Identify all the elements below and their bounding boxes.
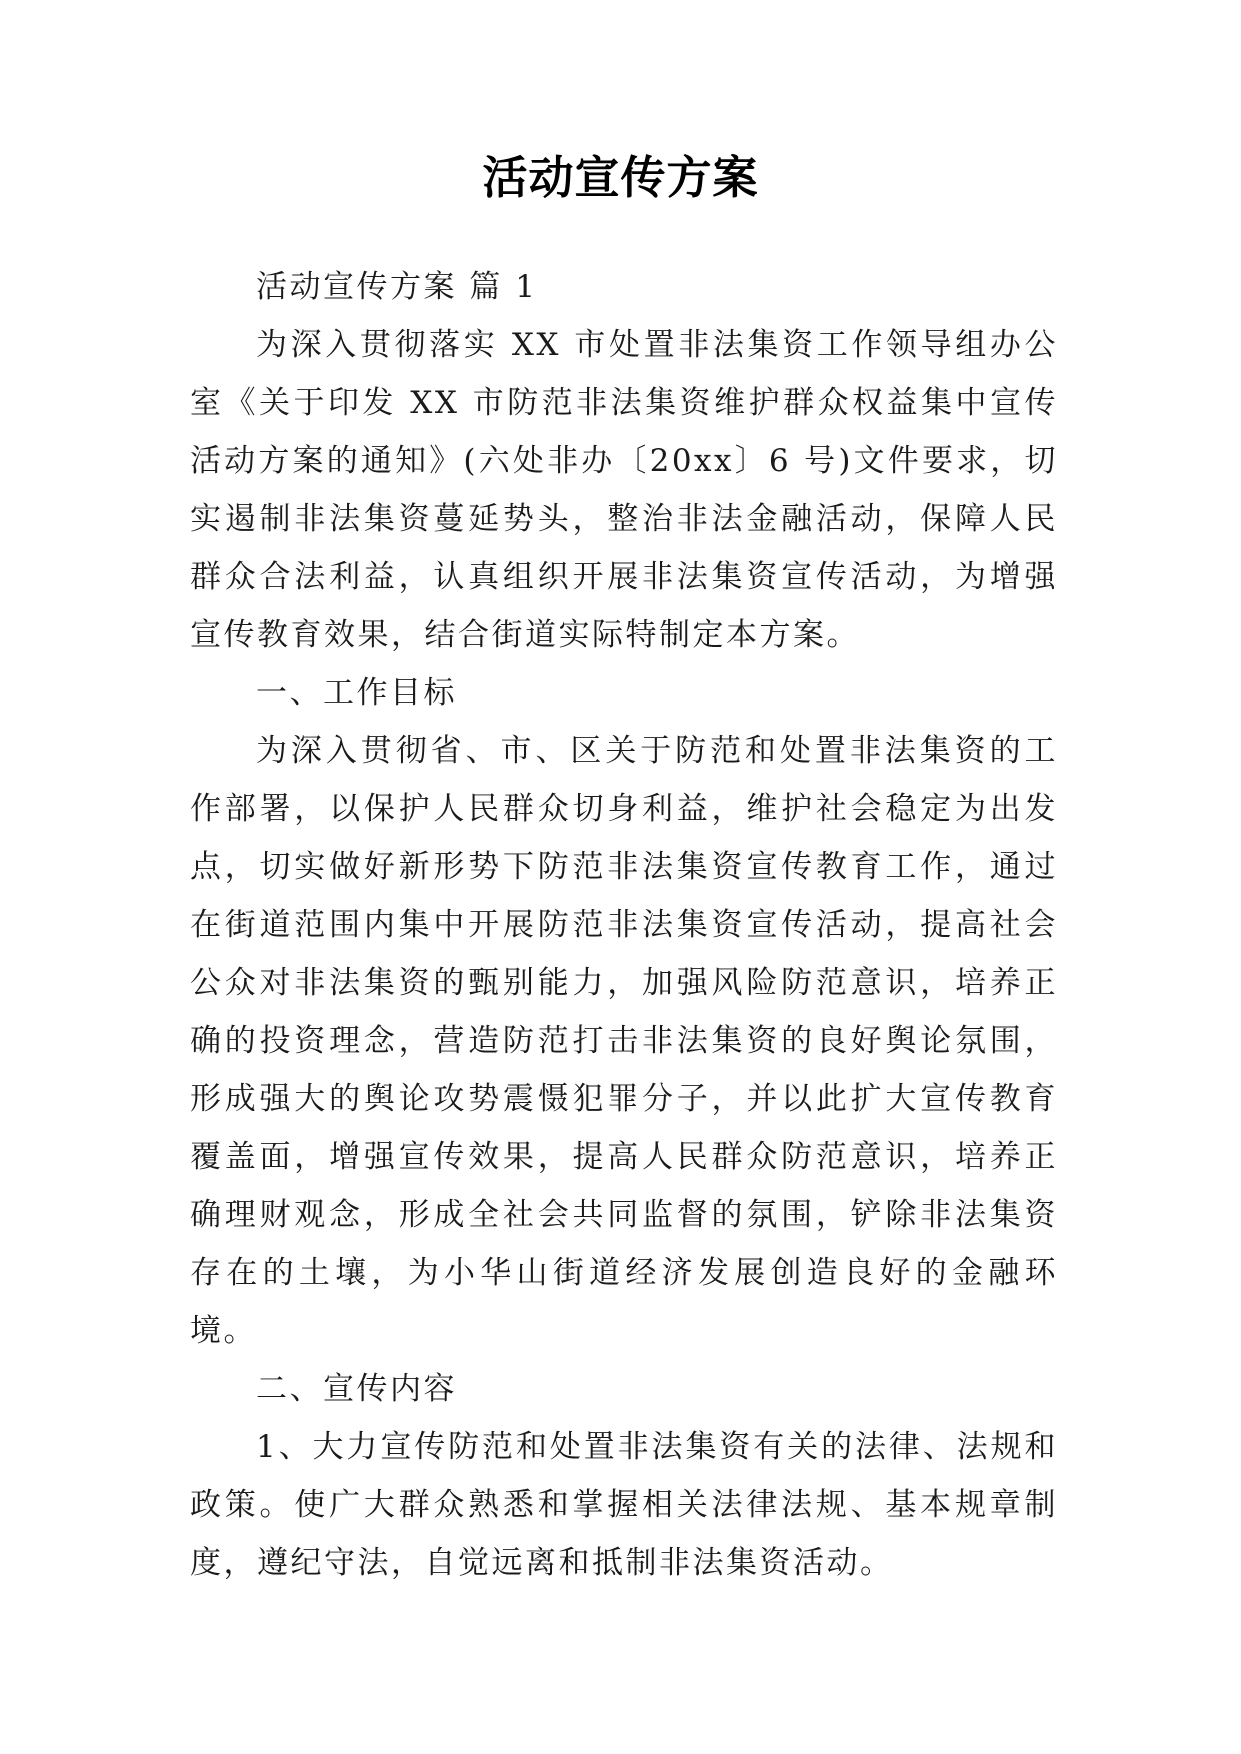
work-goals-paragraph: 为深入贯彻省、市、区关于防范和处置非法集资的工作部署，以保护人民群众切身利益，维护社会稳定为出发点，切实做好新形势下防范非法集资宣传教育工作，通过在街道范围内集中开展防范非法集资宣传活动，提高社会公众对非法集资的甄别能力，加强风险防范意识，培养正确的投资理念，营造防范打击非法集资的良好舆论氛围，形成强大的舆论攻势震慑犯罪分子，并以此扩大宣传教育覆盖面，增强宣传效果，提高人民群众防范意识，培养正确理财观念，形成全社会共同监督的氛围，铲除非法集资存在的土壤，为小华山街道经济发展创造良好的金融环境。 (190, 733, 1058, 1349)
document-title: 活动宣传方案 (482, 151, 759, 204)
document-body (190, 258, 1058, 1592)
intro-paragraph: 为深入贯彻落实 XX 市处置非法集资工作领导组办公室《关于印发 XX 市防范非法集资维护群众权益集中宣传活动方案的通知》(六处非办〔20xx〕6 号)文件要求，切实遏制非法集资蔓延势头，整治非法金融活动，保障人民群众合法利益，认真组织开展非法集资宣传活动，为增强宣传教育效果，结合街道实际特制定本方案。 (190, 327, 1058, 653)
publicity-item-1-paragraph: 1、大力宣传防范和处置非法集资有关的法律、法规和政策。使广大群众熟悉和掌握相关法律法规、基本规章制度，遵纪守法，自觉远离和抵制非法集资活动。 (190, 1429, 1058, 1581)
heading-work-goals: 一、工作目标 (256, 675, 457, 711)
heading-publicity-content: 二、宣传内容 (256, 1371, 457, 1407)
section-label-part-1: 活动宣传方案 篇 1 (256, 269, 538, 305)
